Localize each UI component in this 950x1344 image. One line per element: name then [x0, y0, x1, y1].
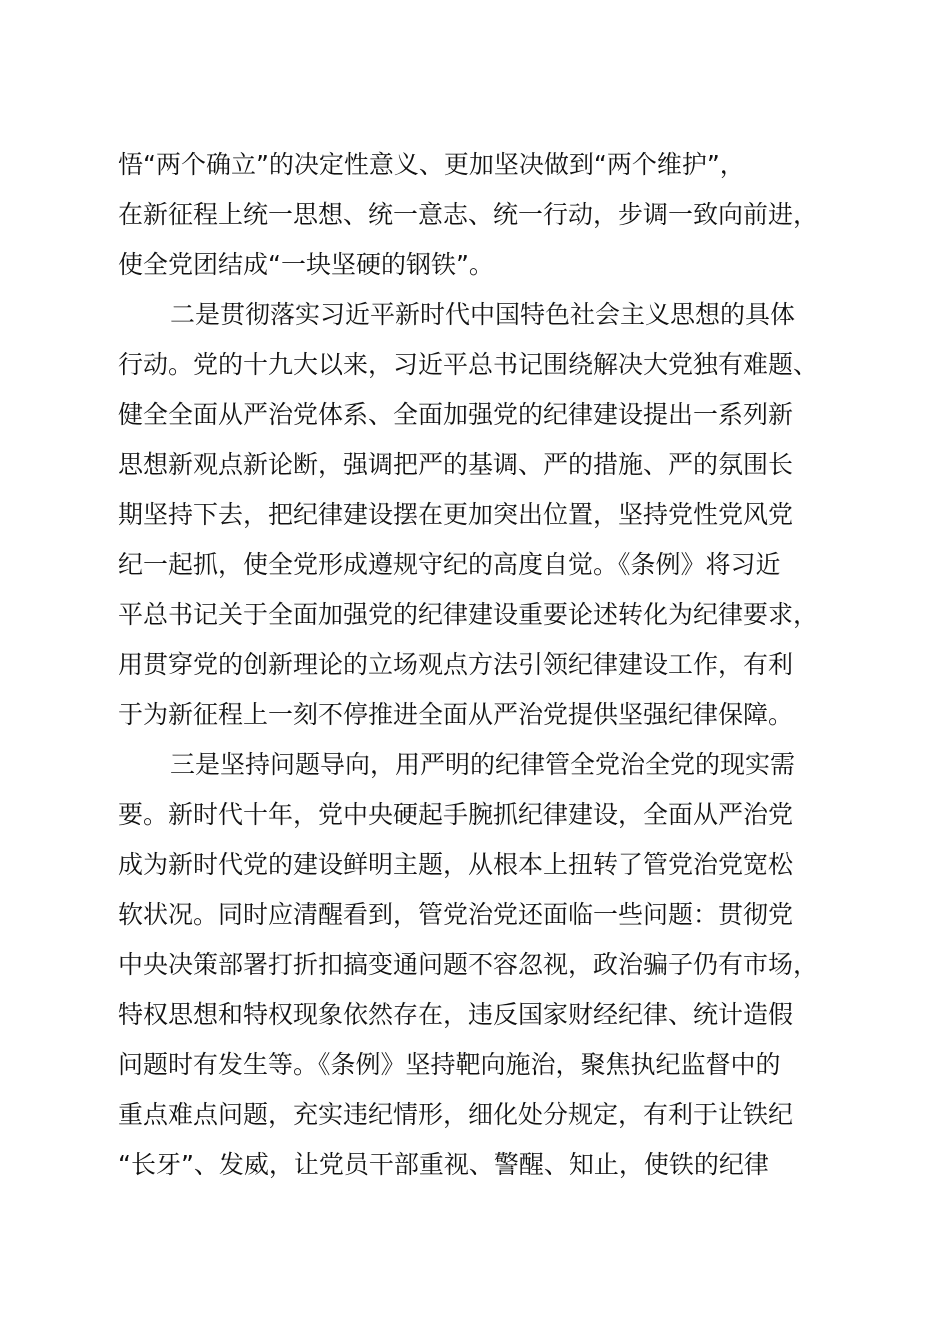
text-line: 成为新时代党的建设鲜明主题，从根本上扭转了管党治党宽松 — [118, 850, 794, 879]
text-line: 于为新征程上一刻不停推进全面从严治党提供坚强纪律保障。 — [118, 700, 794, 729]
text-line: 中央决策部署打折扣搞变通问题不容忽视，政治骗子仍有市场， — [118, 950, 819, 979]
text-line: 平总书记关于全面加强党的纪律建设重要论述转化为纪律要求， — [118, 600, 819, 629]
paragraph-start-line: 二是贯彻落实习近平新时代中国特色社会主义思想的具体 — [170, 300, 796, 329]
text-line: 重点难点问题，充实违纪情形，细化处分规定，有利于让铁纪 — [118, 1100, 794, 1129]
body-text — [118, 140, 858, 1190]
text-line: 思想新观点新论断，强调把严的基调、严的措施、严的氛围长 — [118, 450, 794, 479]
text-line: 悟“两个确立”的决定性意义、更加坚决做到“两个维护”， — [118, 150, 745, 179]
text-line: 期坚持下去，把纪律建设摆在更加突出位置，坚持党性党风党 — [118, 500, 794, 529]
text-line: “长牙”、发威，让党员干部重视、警醒、知止，使铁的纪律 — [118, 1150, 769, 1179]
text-line: 特权思想和特权现象依然存在，违反国家财经纪律、统计造假 — [118, 1000, 794, 1029]
text-line: 软状况。同时应清醒看到，管党治党还面临一些问题：贯彻党 — [118, 900, 794, 929]
text-line: 在新征程上统一思想、统一意志、统一行动，步调一致向前进， — [118, 200, 819, 229]
text-line: 用贯穿党的创新理论的立场观点方法引领纪律建设工作，有利 — [118, 650, 794, 679]
text-line: 健全全面从严治党体系、全面加强党的纪律建设提出一系列新 — [118, 400, 794, 429]
text-line: 使全党团结成“一块坚硬的钢铁”。 — [118, 250, 494, 279]
paragraph-start-line: 三是坚持问题导向，用严明的纪律管全党治全党的现实需 — [170, 750, 796, 779]
text-line: 行动。党的十九大以来，习近平总书记围绕解决大党独有难题、 — [118, 350, 819, 379]
text-line: 问题时有发生等。《条例》坚持靶向施治，聚焦执纪监督中的 — [118, 1050, 781, 1079]
text-line: 纪一起抓，使全党形成遵规守纪的高度自觉。《条例》将习近 — [118, 550, 781, 579]
text-line: 要。新时代十年，党中央硬起手腕抓纪律建设，全面从严治党 — [118, 800, 794, 829]
